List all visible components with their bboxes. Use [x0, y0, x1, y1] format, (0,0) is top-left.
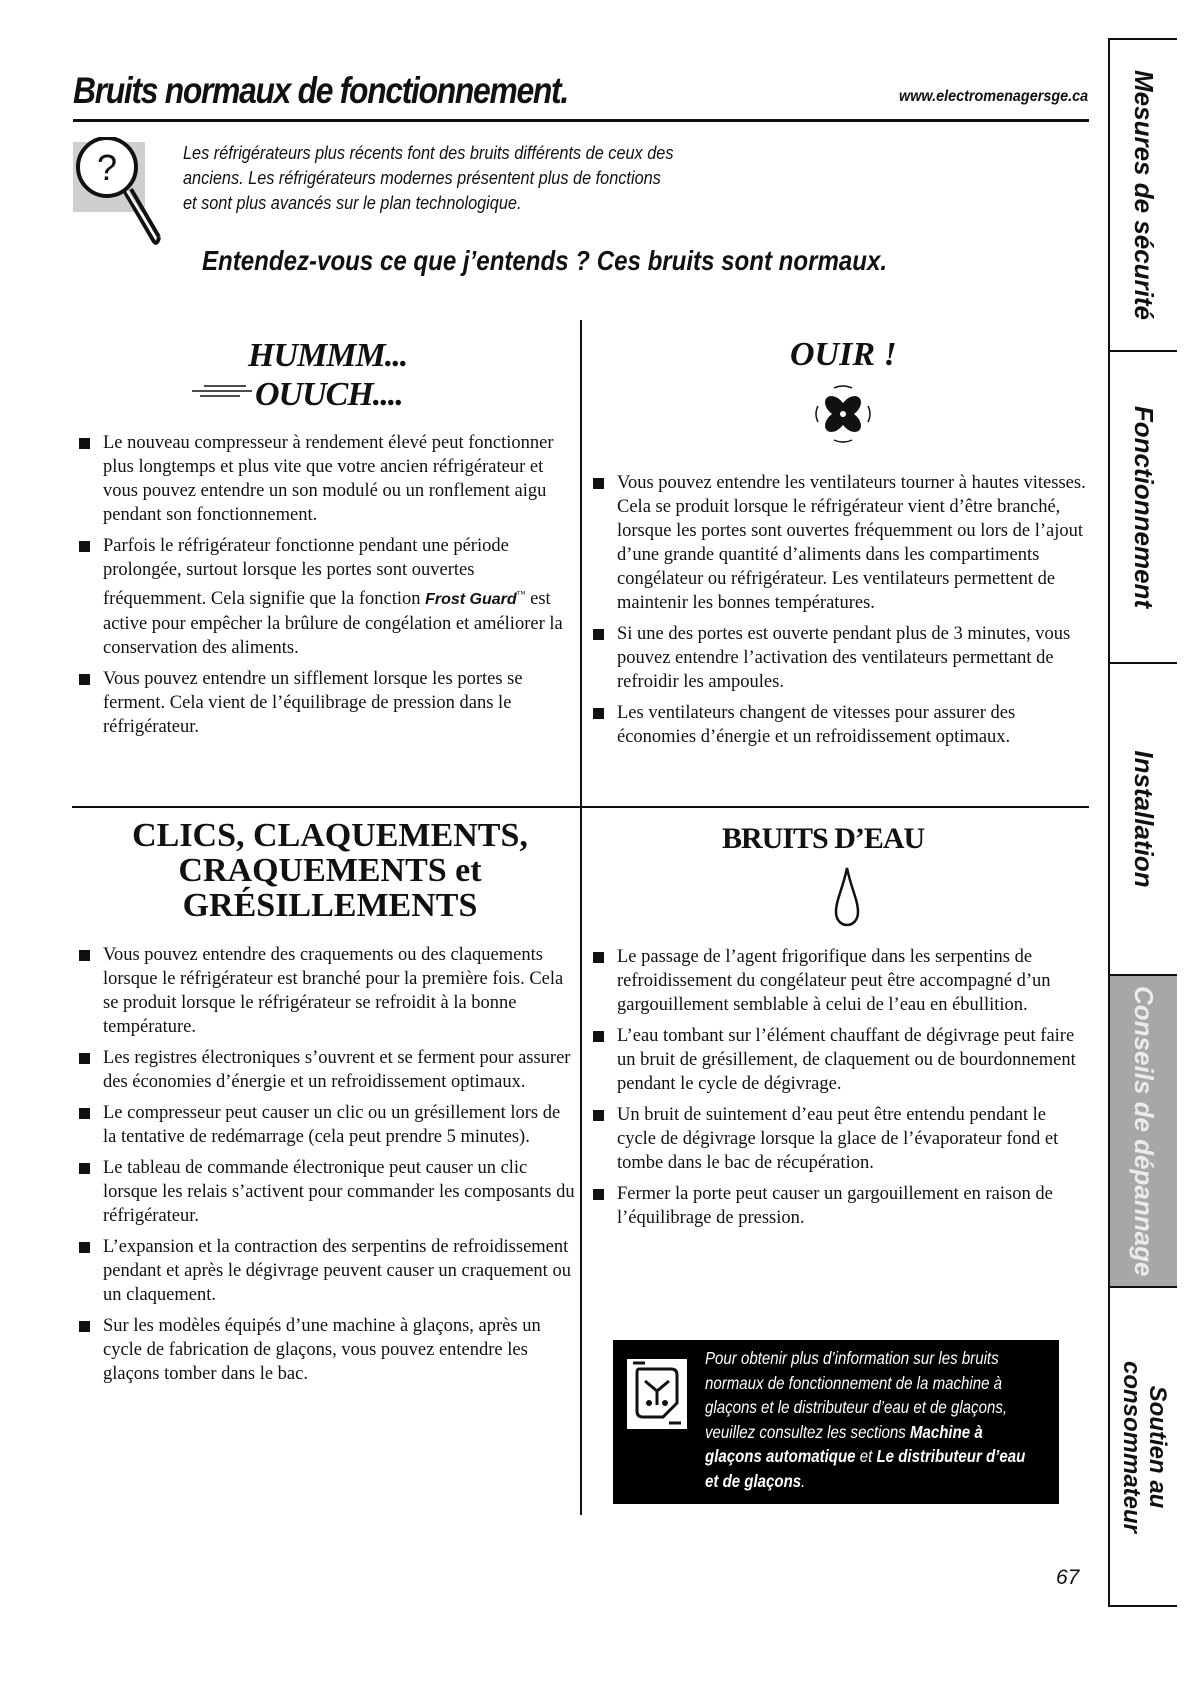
list-item: Les registres électroniques s’ouvrent et se ferment pour assurer des économies d’énergie et un refroidissement optimaux. [73, 1046, 578, 1094]
list-item: Fermer la porte peut causer un gargouillement en raison de l’équilibrage de pression. [587, 1182, 1087, 1230]
intro-text: Les réfrigérateurs plus récents font des bruits différents de ceux des anciens. Les réfrigérateurs modernes présentent plus de fonctions et sont plus avancés sur le plan technologique. [183, 142, 674, 213]
tab-label: Fonctionnement [1128, 405, 1159, 609]
ice-maker-link: Machine à glaçons automatique [705, 1421, 983, 1466]
water-drop-icon [833, 866, 861, 928]
hum-heading-line1: HUMMM... [248, 337, 408, 374]
trademark: ™ [516, 589, 526, 599]
frost-guard-label: Frost Guard [425, 591, 517, 609]
tab-label: Mesures de sécurité [1128, 69, 1159, 320]
hum-list [73, 431, 570, 746]
list-item-text: Parfois le réfrigérateur fonctionne pendant une période prolongée, surtout lorsque les portes sont ouvertes fréquemment. Cela signifie que la fonction [103, 536, 509, 610]
info-box [613, 1340, 1059, 1504]
tab-mesures-de-securite[interactable] [1110, 40, 1177, 352]
list-item: Le tableau de commande électronique peut causer un clic lorsque les relais s’activent pour commander les composants du réfrigérateur. [73, 1156, 578, 1228]
clics-heading-line3: GRÉSILLEMENTS [182, 887, 478, 924]
magnifier-question-icon [73, 137, 168, 252]
clics-heading [90, 818, 570, 923]
list-item: Le compresseur peut causer un clic ou un grésillement lors de la tentative de redémarrage (cela peut prendre 5 minutes). [73, 1101, 578, 1149]
fan-icon [810, 384, 876, 444]
eau-list [587, 945, 1087, 1237]
list-item: Le passage de l’agent frigorifique dans les serpentins de refroidissement du congélateur peut être accompagné d’un gargouillement semblable à celui de l’eau en ébullition. [587, 945, 1087, 1017]
column-divider [580, 320, 582, 1515]
motion-lines-icon [190, 384, 252, 398]
list-item: Les ventilateurs changent de vitesses pour assurer des économies d’énergie et un refroidissement optimaux. [587, 701, 1087, 749]
info-text-mid: et [855, 1446, 877, 1466]
dispenser-link: Le distributeur d’eau et de glaçons [705, 1446, 1026, 1491]
tab-label-line1: Soutien au [1143, 1385, 1171, 1508]
ouir-heading [790, 336, 897, 374]
page-number: 67 [1056, 1566, 1080, 1589]
clics-heading-line1: CLICS, CLAQUEMENTS, [132, 817, 528, 854]
ice-dispenser-icon [627, 1359, 687, 1429]
list-item: Vous pouvez entendre des craquements ou des claquements lorsque le réfrigérateur est branché pour la première fois. Cela se produit lorsque le réfrigérateur se refroidit à la bonne température. [73, 943, 578, 1039]
title-rule [73, 119, 1089, 122]
info-box-text [705, 1346, 1040, 1493]
tab-label [1118, 1302, 1170, 1592]
tab-label: Installation [1128, 750, 1159, 888]
list-item: Vous pouvez entendre les ventilateurs tourner à hautes vitesses. Cela se produit lorsque le réfrigérateur vient d’être branché, lorsque les portes sont ouvertes fréquemment ou lors de l’ajout d’une grande quantité d’aliments dans les compartiments congélateur ou réfrigérateur. Les ventilateurs permettent de maintenir les bonnes températures. [587, 471, 1087, 615]
clics-list [73, 943, 578, 1393]
list-item: Si une des portes est ouverte pendant plus de 3 minutes, vous pouvez entendre l’activation des ventilateurs permettant de refroidir les ampoules. [587, 622, 1087, 694]
list-item: L’eau tombant sur l’élément chauffant de dégivrage peut faire un bruit de grésillement, de claquement ou de bourdonnement pendant le cycle de dégivrage. [587, 1024, 1087, 1096]
list-item: Sur les modèles équipés d’une machine à glaçons, après un cycle de fabrication de glaçons, vous pouvez entendre les glaçons tomber dans le bac. [73, 1314, 578, 1386]
tab-conseils-de-depannage[interactable] [1110, 976, 1177, 1288]
list-item-text: est active pour empêcher la brûlure de congélation et améliorer la conservation des aliments. [103, 589, 563, 659]
list-item [73, 534, 570, 660]
tab-label: Conseils de dépannage [1128, 986, 1159, 1277]
list-item: Un bruit de suintement d’eau peut être entendu pendant le cycle de dégivrage lorsque la glace de l’évaporateur fond et tombe dans le bac de récupération. [587, 1103, 1087, 1175]
list-item: Le nouveau compresseur à rendement élevé peut fonctionner plus longtemps et plus vite que votre ancien réfrigérateur et vous pouvez entendre un son modulé ou un ronflement aigu pendant son fonctionnement. [73, 431, 570, 527]
info-text-end: . [801, 1470, 806, 1491]
ouir-heading-text: OUIR ! [790, 336, 897, 373]
list-item: Vous pouvez entendre un sifflement lorsque les portes se ferment. Cela vient de l’équilibrage de pression dans le réfrigérateur. [73, 667, 570, 739]
page-title: Bruits normaux de fonctionnement. [73, 70, 568, 111]
clics-heading-line2: CRAQUEMENTS et [178, 852, 482, 889]
subtitle: Entendez-vous ce que j’entends ? Ces bruits sont normaux. [202, 245, 888, 276]
tab-label-line2: consommateur [1117, 1360, 1145, 1533]
row-divider [72, 806, 1089, 808]
side-tabs [1108, 38, 1177, 1607]
tab-soutien-au-consommateur[interactable] [1110, 1288, 1177, 1605]
ouir-list [587, 471, 1087, 756]
info-text-start: Pour obtenir plus d’information sur les bruits normaux de fonctionnement de la machine à glaçons et le distributeur d’eau et de glaçons, veuillez consultez les sections [705, 1348, 1008, 1442]
tab-fonctionnement[interactable] [1110, 352, 1177, 664]
website-url[interactable]: www.electromenagersge.ca [898, 88, 1088, 105]
eau-heading: BRUITS D’EAU [722, 822, 925, 855]
list-item: L’expansion et la contraction des serpentins de refroidissement pendant et après le dégivrage peuvent causer un craquement ou un claquement. [73, 1235, 578, 1307]
hum-heading-line2: OUUCH.... [255, 376, 403, 413]
svg-text:?: ? [96, 147, 118, 188]
tab-installation[interactable] [1110, 664, 1177, 976]
